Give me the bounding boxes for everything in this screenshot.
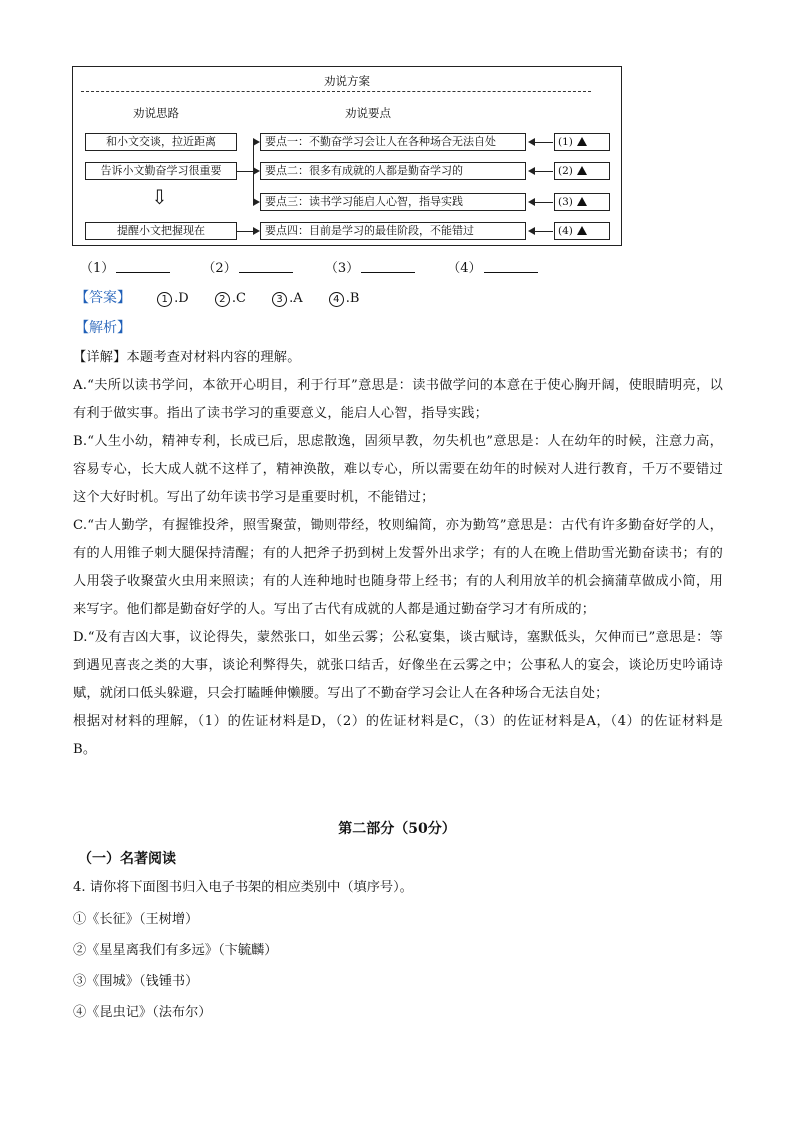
marker-label: (3) <box>558 196 573 208</box>
analysis-label: 【解析】 <box>75 320 131 336</box>
arrow-right-icon <box>253 198 260 206</box>
section-title: 第二部分（50分） <box>338 821 456 837</box>
conclusion: 根据对材料的理解，（1）的佐证材料是D，（2）的佐证材料是C，（3）的佐证材料是A，（4）的佐证材料是B。 <box>73 714 723 757</box>
connector <box>533 202 553 203</box>
arrow-left-icon <box>528 138 535 146</box>
analysis-body <box>73 344 723 764</box>
marker-label: (4) <box>558 225 573 237</box>
triangle-icon <box>577 137 587 146</box>
answer-row <box>75 287 359 307</box>
para-d: D.“及有吉凶大事，议论得失，蒙然张口，如坐云雾；公私宴集，谈古赋诗，塞默低头，欠伸而已”意思是：等到遇见喜丧之类的大事，谈论利弊得失，就张口结舌，好像坐在云雾之中；公事私人的宴会，谈论历史吟诵诗赋，就闭口低头躲避，只会打瞌睡伸懒腰。写出了不勤奋学习会让人在各种场合无法自处； <box>73 630 723 701</box>
marker-box-3 <box>554 193 610 211</box>
para-a: A.“夫所以读书学问，本欲开心明目，利于行耳”意思是：读书做学问的本意在于使心胸开阔，使眼睛明亮，以有利于做实事。指出了读书学习的重要意义，能启人心智，指导实践； <box>73 378 723 421</box>
arrow-left-icon <box>528 227 535 235</box>
connector <box>533 142 553 143</box>
triangle-icon <box>577 166 587 175</box>
marker-label: (1) <box>558 136 573 148</box>
connector <box>237 171 253 172</box>
marker-box-4 <box>554 222 610 240</box>
arrow-right-icon <box>253 138 260 146</box>
book-item-1: ①《长征》（王树增） <box>73 912 199 927</box>
blank-1[interactable] <box>80 261 170 276</box>
para-b: B.“人生小幼，精神专利，长成已后，思虑散逸，固须早教，勿失机也”意思是：人在幼年的时候，注意力高，容易专心，长大成人就不这样了，精神涣散，难以专心，所以需要在幼年的时候对人进行教育，千万不要错过这个大好时机。写出了幼年读书学习是重要时机，不能错过； <box>73 434 723 505</box>
question-4: 4. 请你将下面图书归入电子书架的相应类别中（填序号）。 <box>73 880 413 895</box>
connector <box>533 231 553 232</box>
detail-line: 【详解】本题考查对材料内容的理解。 <box>73 350 301 365</box>
step-box-2: 告诉小文勤奋学习很重要 <box>85 162 237 180</box>
triangle-icon <box>577 197 587 206</box>
blank-label: （4） <box>447 261 482 276</box>
answer-item: 1 .D <box>157 291 189 306</box>
blank-4[interactable] <box>447 261 537 276</box>
persuasion-plan-diagram <box>72 66 622 246</box>
answer-item: 3 .A <box>272 291 303 306</box>
book-item-2: ②《星星离我们有多远》（卞毓麟） <box>73 943 278 958</box>
answer-item: 4 .B <box>329 291 360 306</box>
connector <box>533 171 553 172</box>
marker-box-1 <box>554 133 610 151</box>
diagram-title: 劝说方案 <box>324 74 370 88</box>
arrow-left-icon <box>528 167 535 175</box>
blank-2[interactable] <box>202 261 292 276</box>
subsection-title: （一）名著阅读 <box>78 851 176 867</box>
point-box-1: 要点一：不勤奋学习会让人在各种场合无法自处 <box>260 133 526 151</box>
blank-label: （2） <box>202 261 237 276</box>
down-arrow-icon: ⇩ <box>151 185 168 209</box>
point-box-3: 要点三：读书学习能启人心智，指导实践 <box>260 193 526 211</box>
arrow-left-icon <box>528 198 535 206</box>
blank-3[interactable] <box>325 261 415 276</box>
step-box-1: 和小文交谈，拉近距离 <box>85 133 237 151</box>
diagram-col-right: 劝说要点 <box>345 106 391 120</box>
answer-item: 2 .C <box>215 291 246 306</box>
para-c: C.“古人勤学，有握锥投斧，照雪聚萤，锄则带经，牧则编简，亦为勤笃”意思是：古代有许多勤奋好学的人，有的人用锥子刺大腿保持清醒；有的人把斧子扔到树上发誓外出求学；有的人在晚上借助雪光勤奋读书；有的人用袋子收聚萤火虫用来照读；有的人连种地时也随身带上经书；有的人利用放羊的机会摘蒲草做成小简，用来写字。他们都是勤奋好学的人。写出了古代有成就的人都是通过勤奋学习才有所成的； <box>73 518 723 617</box>
marker-box-2 <box>554 162 610 180</box>
arrow-right-icon <box>253 227 260 235</box>
blank-label: （3） <box>324 261 360 276</box>
blank-label: （1） <box>80 261 115 276</box>
blank-row <box>80 257 566 276</box>
answer-label: 【答案】 <box>75 290 131 306</box>
book-item-4: ④《昆虫记》（法布尔） <box>73 1005 212 1020</box>
marker-label: (2) <box>558 165 573 177</box>
point-box-2: 要点二：很多有成就的人都是勤奋学习的 <box>260 162 526 180</box>
diagram-col-left: 劝说思路 <box>133 106 179 120</box>
book-item-3: ③《围城》（钱锺书） <box>73 974 199 989</box>
step-box-3: 提醒小文把握现在 <box>85 222 237 240</box>
arrow-right-icon <box>253 167 260 175</box>
point-box-4: 要点四：目前是学习的最佳阶段，不能错过 <box>260 222 526 240</box>
triangle-icon <box>577 226 587 235</box>
diagram-divider <box>81 91 591 92</box>
